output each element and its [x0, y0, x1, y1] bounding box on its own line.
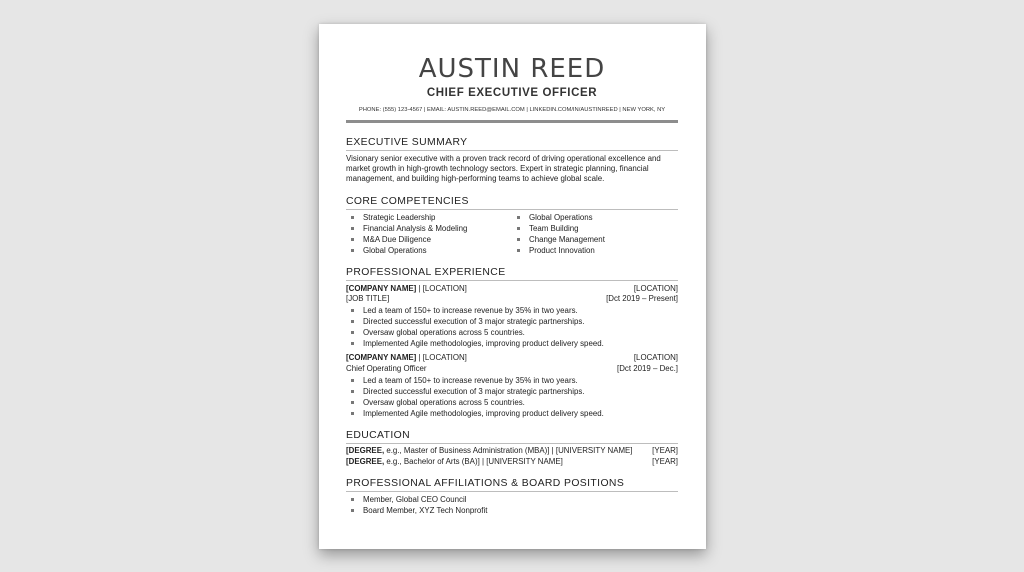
job-title-row [346, 364, 678, 375]
list-item: Member, Global CEO Council [346, 494, 678, 505]
company-location: | [LOCATION] [416, 283, 467, 293]
list-item: Global Operations [346, 245, 512, 256]
bullet-icon [517, 249, 520, 252]
list-item: Oversaw global operations across 5 countries. [346, 327, 678, 338]
job-title: [JOB TITLE] [346, 294, 390, 304]
bullet-icon [517, 238, 520, 241]
job-location: [LOCATION] [633, 353, 678, 363]
list-item: Product Innovation [512, 245, 678, 256]
resume-page [319, 24, 706, 549]
degree-label: [DEGREE, [346, 445, 385, 455]
section-heading: EXECUTIVE SUMMARY [346, 136, 678, 151]
list-item: Directed successful execution of 3 major strategic partnerships. [346, 316, 678, 327]
bullet-icon [351, 509, 354, 512]
bullet-icon [351, 498, 354, 501]
job-title-row [346, 294, 678, 305]
section-heading: PROFESSIONAL EXPERIENCE [346, 266, 678, 281]
education-year: [YEAR] [652, 445, 678, 455]
affiliations-section [346, 477, 678, 516]
degree-detail: e.g., Bachelor of Arts (BA)] | [UNIVERSITY NAME] [384, 456, 563, 466]
bullet-icon [517, 227, 520, 230]
list-item: Team Building [512, 223, 678, 234]
header-divider [346, 120, 678, 123]
job-company-row [346, 284, 678, 295]
experience-section [346, 266, 678, 419]
bullet-icon [351, 412, 354, 415]
affiliations-list [346, 494, 678, 516]
company-location: | [LOCATION] [416, 353, 467, 363]
bullet-icon [351, 249, 354, 252]
education-entry [346, 446, 678, 457]
section-heading: PROFESSIONAL AFFILIATIONS & BOARD POSITIONS [346, 477, 678, 492]
list-item: Strategic Leadership [346, 212, 512, 223]
list-item: Change Management [512, 234, 678, 245]
bullet-icon [351, 227, 354, 230]
job-entry [346, 284, 678, 350]
bullet-icon [351, 238, 354, 241]
competencies-left-list [346, 212, 512, 256]
list-item: M&A Due Diligence [346, 234, 512, 245]
bullet-icon [351, 320, 354, 323]
competencies-grid [346, 212, 678, 256]
summary-text: Visionary senior executive with a proven track record of driving operational excellence and market growth in high-growth technology sectors. Expert in strategic planning, financial management, and building high-performing teams to achieve global scale. [346, 154, 661, 184]
bullet-icon [351, 401, 354, 404]
bullet-icon [517, 216, 520, 219]
bullet-icon [351, 342, 354, 345]
list-item: Directed successful execution of 3 major strategic partnerships. [346, 386, 678, 397]
list-item: Financial Analysis & Modeling [346, 223, 512, 234]
list-item: Implemented Agile methodologies, improving product delivery speed. [346, 408, 678, 419]
company-name: [COMPANY NAME] [346, 283, 417, 293]
list-item: Global Operations [512, 212, 678, 223]
bullet-icon [351, 309, 354, 312]
job-dates: [Dct 2019 – Present] [606, 294, 678, 304]
list-item: Board Member, XYZ Tech Nonprofit [346, 505, 678, 516]
section-heading: CORE COMPETENCIES [346, 195, 678, 210]
job-title: Chief Operating Officer [346, 364, 427, 373]
list-item: Led a team of 150+ to increase revenue by 35% in two years. [346, 305, 678, 316]
contact-line: PHONE: (555) 123-4567 | EMAIL: AUSTIN.REED@EMAIL.COM | LINKEDIN.COM/IN/AUSTINREED | NEW YORK, NY [358, 107, 666, 113]
competencies-section [346, 195, 678, 256]
resume-name: AUSTIN REED [418, 54, 606, 84]
job-entry [346, 353, 678, 419]
degree-label: [DEGREE, [346, 456, 385, 466]
resume-title: CHIEF EXECUTIVE OFFICER [426, 87, 598, 99]
job-bullets [346, 305, 678, 349]
bullet-icon [351, 331, 354, 334]
competencies-right-list [512, 212, 678, 256]
education-section [346, 429, 678, 468]
job-company-row [346, 353, 678, 364]
section-heading: EDUCATION [346, 429, 678, 444]
company-name: [COMPANY NAME] [346, 353, 417, 363]
list-item: Oversaw global operations across 5 countries. [346, 397, 678, 408]
job-bullets [346, 375, 678, 419]
list-item: Led a team of 150+ to increase revenue by 35% in two years. [346, 375, 678, 386]
education-entry [346, 457, 678, 468]
education-year: [YEAR] [652, 456, 678, 466]
bullet-icon [351, 216, 354, 219]
summary-section [346, 136, 678, 185]
degree-detail: e.g., Master of Business Administration (MBA)] | [UNIVERSITY NAME] [384, 445, 633, 455]
list-item: Implemented Agile methodologies, improving product delivery speed. [346, 338, 678, 349]
job-dates: [Dct 2019 – Dec.] [617, 364, 678, 373]
job-location: [LOCATION] [633, 283, 678, 293]
bullet-icon [351, 379, 354, 382]
bullet-icon [351, 390, 354, 393]
